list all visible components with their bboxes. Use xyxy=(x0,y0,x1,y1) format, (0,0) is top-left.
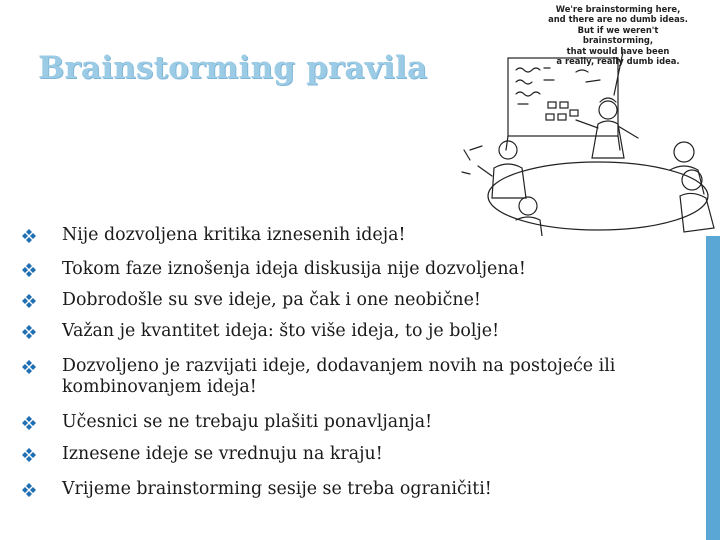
bullet-text: Važan je kvantitet ideja: što više ideja, to je bolje! xyxy=(62,321,500,341)
bullet-text: Vrijeme brainstorming sesije se treba ograničiti! xyxy=(62,479,492,499)
diamond-cluster-icon xyxy=(22,483,36,497)
cartoon-caption xyxy=(548,4,688,66)
list-item xyxy=(20,444,720,465)
diamond-cluster-icon xyxy=(22,416,36,430)
list-item xyxy=(20,412,720,433)
diamond-cluster-icon xyxy=(22,448,36,462)
caption-line: a really, really dumb idea. xyxy=(556,56,680,67)
list-item xyxy=(20,479,720,500)
bullet-text: Učesnici se ne trebaju plašiti ponavljanja! xyxy=(62,412,433,432)
diamond-cluster-icon xyxy=(22,360,36,374)
list-item xyxy=(20,321,720,342)
caption-line: But if we weren't brainstorming, xyxy=(577,24,659,46)
list-item xyxy=(20,225,720,246)
diamond-cluster-icon xyxy=(22,229,36,243)
diamond-cluster-icon xyxy=(22,325,36,339)
diamond-cluster-icon xyxy=(22,294,36,308)
caption-line: and there are no dumb ideas. xyxy=(548,14,688,25)
list-item xyxy=(20,356,702,398)
bullet-text: Dozvoljeno je razvijati ideje, dodavanjem novih na postojeće ili kombinovanjem ideja! xyxy=(62,356,616,397)
caption-line: that would have been xyxy=(566,45,670,56)
list-item xyxy=(20,290,720,311)
diamond-cluster-icon xyxy=(22,263,36,277)
bullet-text: Nije dozvoljena kritika iznesenih ideja! xyxy=(62,225,406,245)
page-title: Brainstorming pravila xyxy=(38,50,428,86)
bullet-text: Iznesene ideje se vrednuju na kraju! xyxy=(62,444,383,464)
caption-line: We're brainstorming here, xyxy=(555,4,681,14)
bullet-text: Tokom faze iznošenja ideja diskusija nije dozvoljena! xyxy=(62,259,526,279)
list-item xyxy=(20,259,720,280)
bullet-text: Dobrodošle su sve ideje, pa čak i one neobične! xyxy=(62,290,481,310)
